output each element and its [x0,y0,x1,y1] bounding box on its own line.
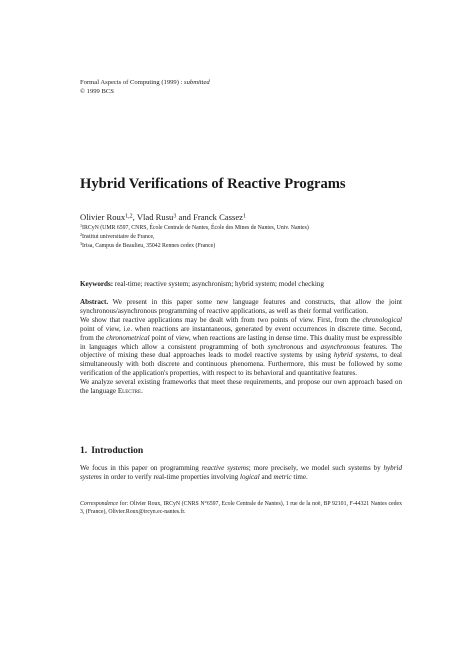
body-paragraph [80,464,402,482]
section-title: Introduction [91,445,144,456]
copyright: © 1999 BCS [80,87,114,95]
author-affiliation-mark: 1 [242,213,246,220]
abstract-paragraph [80,316,402,378]
keywords-label: Keywords: [80,280,114,288]
correspondence-text: for: Olivier Roux, IRCyN (CNRS N°6597, Ecole Centrale de Nantes), 1 rue de la noë, BP 92101, F-44321 Nantes cedex 3, (France), Olivier.Roux@ircyn.ec-nantes.fr. [80,501,402,515]
affiliation-mark: 1 [80,223,83,229]
section-number: 1. [80,445,88,456]
abstract-text: and [303,342,321,351]
affiliation [80,233,402,242]
body-emphasis: hybrid systems [80,464,402,481]
abstract-text: We show that reactive applications may be dealt with from two points of view. First, from the [80,315,363,324]
abstract-paragraph [80,298,402,316]
author-separator: and [176,212,194,222]
correspondence-footnote [80,501,402,517]
body-text: We focus in this paper on programming [80,464,202,472]
body-emphasis: reactive systems [201,464,249,472]
abstract-text: . [141,387,143,396]
keywords [80,280,402,289]
journal-name: Formal Aspects of Computing (1999) : [80,79,183,86]
body-text: ; more precisely, we model such systems by [248,464,384,472]
section-heading [80,445,143,456]
author-list [80,212,246,223]
abstract-emphasis: chronometrical [106,333,150,342]
abstract-text: We analyze several existing frameworks that meet these requirements, and propose our own approach based on the language [80,378,402,396]
affiliation-mark: 2 [80,231,83,237]
abstract-paragraph [80,378,402,396]
author-name: Vlad Rusu [136,212,174,222]
journal-header [80,79,210,96]
journal-status: submitted [184,79,210,86]
affiliation [80,242,402,251]
affiliation-text: IRCyN (UMR 6597, CNRS, École Centrale de Nantes, École des Mines de Nantes, Univ. Nantes) [82,225,309,231]
abstract-emphasis: chronological [362,315,402,324]
abstract-text: , to deal simultaneously with both discrete and continuous phenomena. Furthermore, this must be followed by some verification of the application's properties, with respect to its behavioral and quantitative features. [80,351,403,378]
correspondence-label: Correspondence [80,501,119,507]
abstract [80,298,402,396]
abstract-label: Abstract. [80,298,109,306]
abstract-text: point of view, when reactions are lasting in dense time. This duality must be expressible in languages which allow a consistent programming of both [80,333,402,351]
abstract-emphasis: synchronous [267,342,304,351]
affiliation-mark: 3 [80,240,83,246]
affiliations [80,224,402,250]
journal-line [80,79,210,88]
introduction-body [80,464,402,482]
body-emphasis: metric [273,472,292,481]
author-affiliation-mark: 1,2 [125,213,133,220]
body-text: time. [291,472,308,481]
affiliation-text: Irisa, Campus de Beaulieu, 35042 Rennes cedex (France) [82,242,216,249]
body-text: in order to verify real-time properties involving [101,472,240,481]
abstract-text: point of view, i.e. when reactions are instantaneous, generated by event occurrences in discrete time. Second, from the [80,324,402,342]
paper-title: Hybrid Verifications of Reactive Programs [80,176,346,192]
author-name: Franck Cassez [193,212,243,222]
author-name: Olivier Roux [80,212,126,222]
body-emphasis: logical [239,472,260,481]
body-text: and [259,472,274,481]
affiliation [80,224,402,233]
language-name: Electre [117,387,142,396]
abstract-text: We present in this paper some new language features and constructs, that allow the joint synchronous/asynchronous programming of reactive applications, as well as their formal verification. [80,298,402,315]
author-separator: , [132,212,137,222]
abstract-emphasis: hybrid systems [333,351,378,360]
abstract-emphasis: asynchronous [320,342,360,351]
keywords-text: real-time; reactive system; asynchronism; hybrid system; model checking [114,280,324,288]
abstract-text: features. The objective of mixing these dual approaches leads to model reactive systems by using [80,342,402,360]
author-affiliation-mark: 3 [173,213,177,220]
affiliation-text: Institut universitaire de France, [82,233,155,240]
